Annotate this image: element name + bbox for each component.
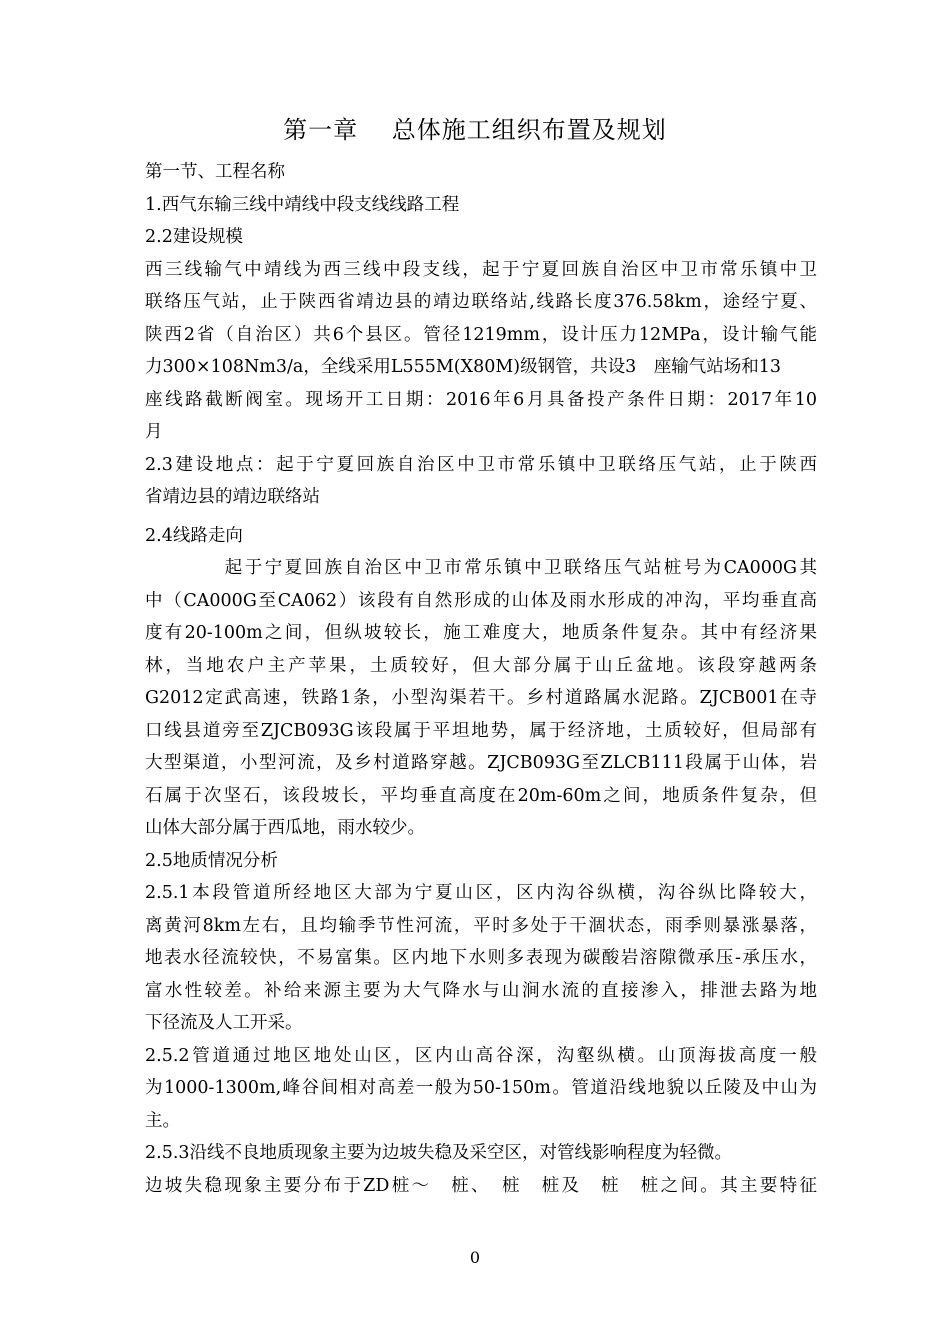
text-line: G2012定武高速，铁路1条，小型沟渠若干。乡村道路属水泥路。ZJCB001在寺 — [145, 688, 817, 708]
body-text — [145, 156, 817, 1202]
text-line: 起于宁夏回族自治区中卫市常乐镇中卫联络压气站桩号为CA000G其 — [145, 558, 817, 578]
text-line: 2.2建设规模 — [145, 227, 243, 247]
text-line: 2.5.3沿线不良地质现象主要为边坡失稳及采空区，对管线影响程度为轻微。 — [145, 1143, 733, 1163]
text-line: 2.5.1本段管道所经地区大部为宁夏山区，区内沟谷纵横，沟谷纵比降较大， — [145, 883, 817, 903]
text-line: 大型渠道，小型河流，及乡村道路穿越。ZJCB093G至ZLCB111段属于山体，岩 — [145, 753, 817, 773]
text-line: 离黄河8km左右，且均输季节性河流，平时多处于干涸状态，雨季则暴涨暴落， — [145, 915, 817, 936]
text-line: 口线县道旁至ZJCB093G该段属于平坦地势，属于经济地，土质较好，但局部有 — [145, 720, 817, 741]
text-line: 山体大部分属于西瓜地，雨水较少。 — [145, 818, 425, 838]
text-line: 林，当地农户主产苹果，土质较好，但大部分属于山丘盆地。该段穿越两条 — [145, 655, 817, 676]
text-line: 2.5地质情况分析 — [145, 850, 278, 871]
text-line: 2.4线路走向 — [145, 525, 243, 546]
text-line: 主。 — [145, 1110, 180, 1131]
text-line: 石属于次坚石，该段坡长，平均垂直高度在20m-60m之间，地质条件复杂，但 — [145, 785, 817, 806]
text-line: 2.3建设地点：起于宁夏回族自治区中卫市常乐镇中卫联络压气站，止于陕西 — [145, 454, 817, 475]
text-line: 2.5.2管道通过地区地处山区，区内山高谷深，沟壑纵横。山顶海拔高度一般 — [145, 1045, 817, 1066]
text-line: 富水性较差。补给来源主要为大气降水与山涧水流的直接渗入，排泄去路为地 — [145, 980, 817, 1001]
text-line: 联络压气站，止于陕西省靖边县的靖边联络站,线路长度376.58km，途经宁夏、 — [145, 292, 817, 312]
text-line: 地表水径流较快，不易富集。区内地下水则多表现为碳酸岩溶隙微承压-承压水， — [145, 948, 817, 968]
text-line: 西三线输气中靖线为西三线中段支线，起于宁夏回族自治区中卫市常乐镇中卫 — [145, 259, 817, 280]
text-line: 第一节、工程名称 — [145, 162, 285, 182]
text-line: 度有20-100m之间，但纵坡较长，施工难度大，地质条件复杂。其中有经济果 — [145, 623, 817, 643]
text-line: 下径流及人工开采。 — [145, 1013, 303, 1033]
text-line: 力300×108Nm3/a，全线采用L555M(X80M)级钢管，共设3 座输气站场和13 — [145, 357, 781, 377]
text-line: 座线路截断阀室。现场开工日期：2016年6月具备投产条件日期：2017年10 — [145, 389, 817, 410]
page-number: 0 — [469, 1248, 481, 1267]
text-line: 中（CA000G至CA062）该段有自然形成的山体及雨水形成的冲沟，平均垂直高 — [145, 590, 817, 611]
text-line: 边坡失稳现象主要分布于ZD桩～ 桩、 桩 桩及 桩 桩之间。其主要特征 — [145, 1175, 817, 1196]
chapter-title: 第一章 总体施工组织布置及规划 — [283, 116, 667, 144]
text-line: 1.西气东输三线中靖线中段支线线路工程 — [145, 194, 460, 215]
text-line: 月 — [145, 422, 163, 442]
text-line: 陕西2省（自治区）共6个县区。管径1219mm，设计压力12MPa，设计输气能 — [145, 324, 817, 345]
text-line: 为1000-1300m,峰谷间相对高差一般为50-150m。管道沿线地貌以丘陵及中山为 — [145, 1078, 817, 1098]
text-line: 省靖边县的靖边联络站 — [145, 487, 320, 507]
